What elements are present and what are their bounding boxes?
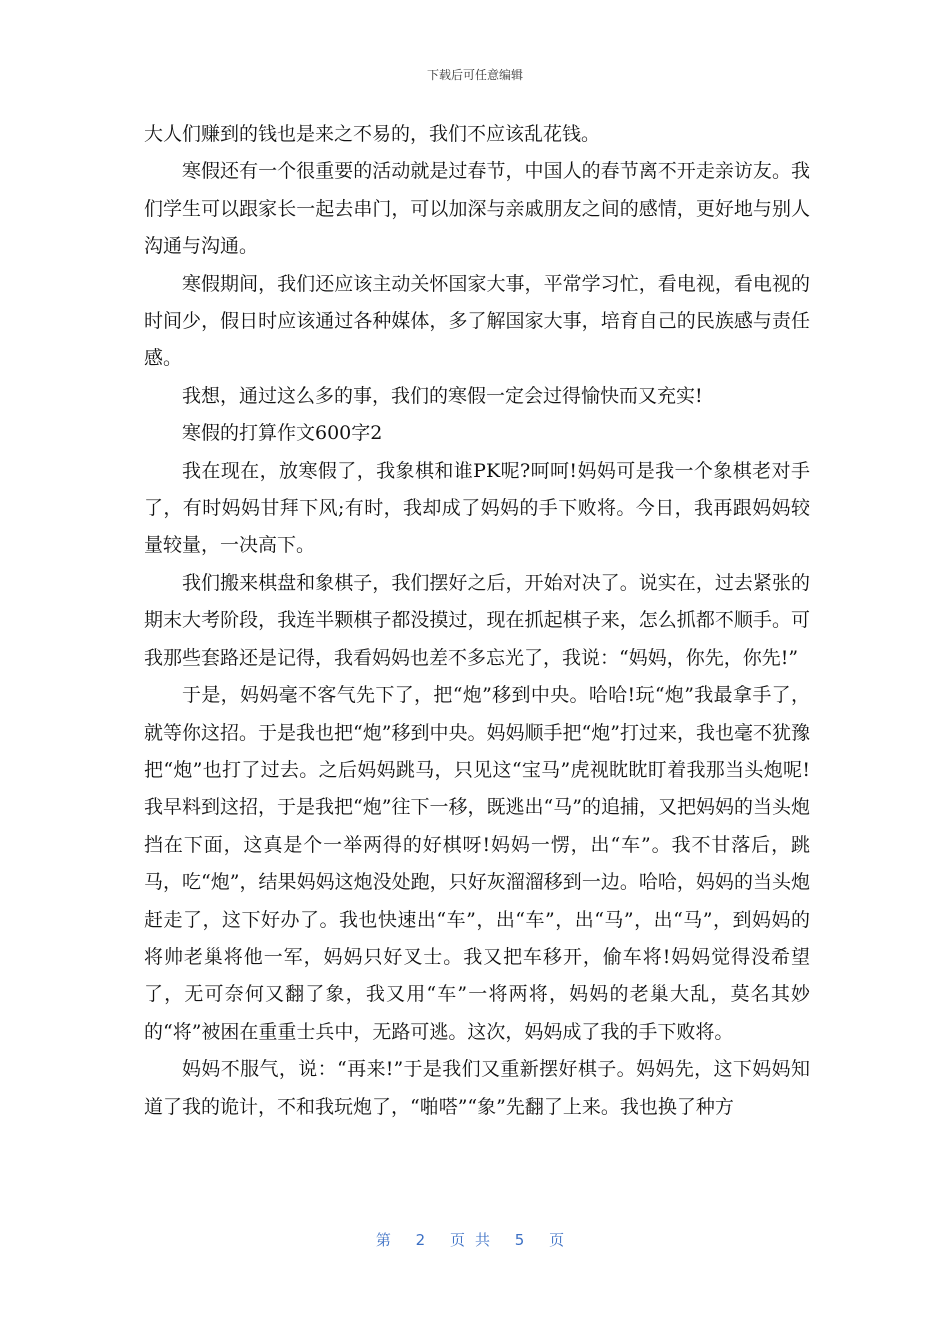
paragraph: 我们搬来棋盘和象棋子，我们摆好之后，开始对决了。说实在，过去紧张的期末大考阶段，我连半颗棋子都没摸过，现在抓起棋子来，怎么抓都不顺手。可我那些套路还是记得，我看妈妈也差不多忘光了，我说：“妈妈，你先，你先!”	[144, 571, 810, 669]
document-body	[144, 116, 810, 1126]
paragraph: 我在现在，放寒假了，我象棋和谁PK呢?呵呵!妈妈可是我一个象棋老对手了，有时妈妈甘拜下风;有时，我却成了妈妈的手下败将。今日，我再跟妈妈较量较量，一决高下。	[144, 459, 810, 557]
paragraph: 妈妈不服气，说：“再来!”于是我们又重新摆好棋子。妈妈先，这下妈妈知道了我的诡计，不和我玩炮了，“啪嗒”“象”先翻了上来。我也换了种方	[144, 1058, 810, 1118]
paragraph: 寒假还有一个很重要的活动就是过春节，中国人的春节离不开走亲访友。我们学生可以跟家长一起去串门，可以加深与亲戚朋友之间的感情，更好地与别人沟通与沟通。	[144, 160, 810, 258]
paragraph-continued: 大人们赚到的钱也是来之不易的，我们不应该乱花钱。	[144, 123, 601, 145]
section-heading: 寒假的打算作文600字2	[182, 422, 383, 445]
header-note: 下载后可任意编辑	[426, 68, 523, 82]
page-number: 第 2 页共 5 页	[375, 1231, 575, 1249]
paragraph: 寒假期间，我们还应该主动关怀国家大事，平常学习忙，看电视，看电视的时间少，假日时应该通过各种媒体，多了解国家大事，培育自己的民族感与责任感。	[144, 272, 810, 370]
paragraph: 于是，妈妈毫不客气先下了，把“炮”移到中央。哈哈!玩“炮”我最拿手了，就等你这招。于是我也把“炮”移到中央。妈妈顺手把“炮”打过来，我也毫不犹豫把“炮”也打了过去。之后妈妈跳马，只见这“宝马”虎视眈眈盯着我那当头炮呢!我早料到这招，于是我把“炮”往下一移，既逃出“马”的追捕，又把妈妈的当头炮挡在下面，这真是个一举两得的好棋呀!妈妈一愣，出“车”。我不甘落后，跳马，吃“炮”，结果妈妈这炮没处跑，只好灰溜溜移到一边。哈哈，妈妈的当头炮赶走了，这下好办了。我也快速出“车”，出“车”，出“马”，出“马”，到妈妈的将帅老巢将他一军，妈妈只好叉士。我又把车移开，偷车将!妈妈觉得没希望了，无可奈何又翻了象，我又用“车”一将两将，妈妈的老巢大乱，莫名其妙的“将”被困在重重士兵中，无路可逃。这次，妈妈成了我的手下败将。	[144, 684, 810, 1043]
paragraph: 我想，通过这么多的事，我们的寒假一定会过得愉快而又充实!	[182, 384, 703, 407]
